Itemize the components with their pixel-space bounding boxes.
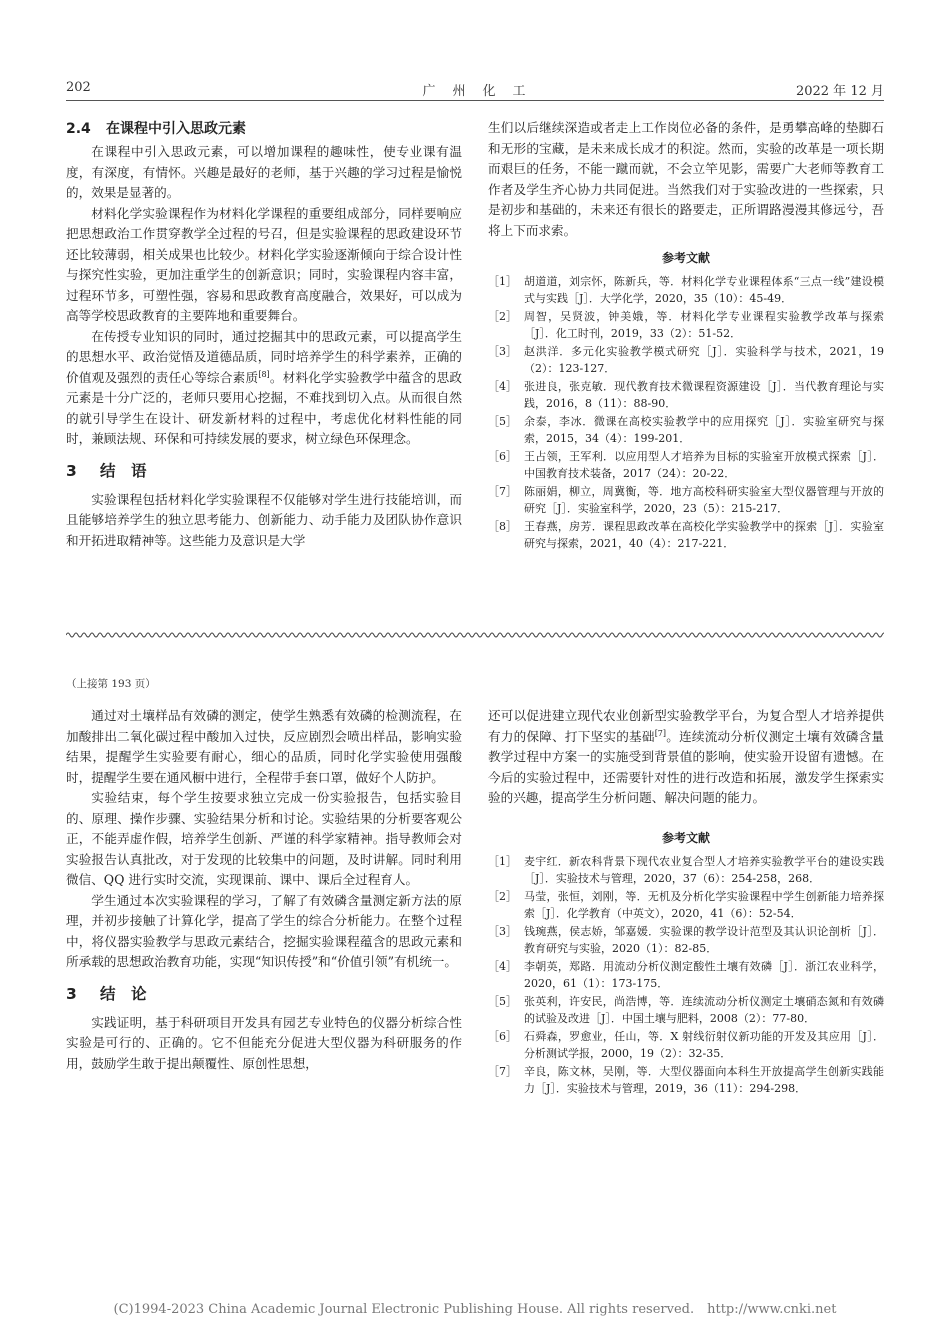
reference-item <box>488 518 884 552</box>
reference-number: ［1］ <box>488 854 517 868</box>
reference-item <box>488 958 884 992</box>
continued-note: （上接第 193 页） <box>66 678 156 690</box>
paragraph-text: 。连续流动分析仪测定土壤有效磷含量教学过程中方案一的实施受到背景值的影响，使实验开设留有遗憾。在今后的实验过程中，还需要针对性的进行改造和拓展，激发学生探索实验的兴趣，提高学生分析问题、解决问题的能力。 <box>488 728 885 805</box>
reference-item <box>488 888 884 922</box>
reference-text: 麦宇红．新农科背景下现代农业复合型人才培养实验教学平台的建设实践［J］．实验技术与管理，2020，37（6）：254-258，268． <box>524 854 884 885</box>
section-number: 3 <box>66 984 77 1003</box>
reference-number: ［3］ <box>488 345 517 358</box>
reference-text: 周智，吴贤波，钟美娥，等．材料化学专业课程实验教学改革与探索［J］．化工时刊，2019，33（2）：51-52． <box>524 310 884 340</box>
reference-text: 石舜森，罗愈业，任山，等．X 射线衍射仪新功能的开发及其应用［J］．分析测试学报，2000，19（2）：32-35． <box>524 1029 884 1060</box>
reference-number: ［1］ <box>488 275 517 288</box>
reference-item <box>488 448 884 482</box>
reference-number: ［5］ <box>488 415 517 428</box>
reference-item <box>488 853 884 887</box>
reference-item <box>488 993 884 1027</box>
section-number: 3 <box>66 461 77 480</box>
reference-number: ［4］ <box>488 959 517 973</box>
subsection-number: 2.4 <box>66 121 91 137</box>
top-right-column <box>488 118 884 553</box>
paragraph: 通过对土壤样品有效磷的测定，使学生熟悉有效磷的检测流程，在加酸排出二氧化碳过程中酸加入过快，反应剧烈会喷出样品，影响实验结果，提醒学生实验要有耐心，细心的品质，同时化学实验使用强酸时，提醒学生要在通风橱中进行，全程带手套口罩，做好个人防护。 <box>66 708 462 785</box>
reference-text: 张进良，张克敏．现代教育技术微课程资源建设［J］．当代教育理论与实践，2016，8（11）：88-90． <box>524 380 884 410</box>
reference-number: ［3］ <box>488 924 517 938</box>
reference-number: ［5］ <box>488 994 517 1008</box>
reference-text: 陈丽娟，柳立，周冀衡，等．地方高校科研实验室大型仪器管理与开放的研究［J］．实验室科学，2020，23（5）：215-217． <box>524 485 884 515</box>
subsection-heading <box>66 118 462 140</box>
reference-number: ［6］ <box>488 450 517 463</box>
reference-text: 王春燕，房芳．课程思政改革在高校化学实验教学中的探索［J］．实验室研究与探索，2021，40（4）：217-221． <box>524 520 884 550</box>
reference-text: 王占领，王军利．以应用型人才培养为目标的实验室开放模式探索［J］．中国教育技术装备，2017（24）：20-22． <box>524 450 884 480</box>
header-rule <box>66 100 884 101</box>
paragraph: 生们以后继续深造或者走上工作岗位必备的条件，是勇攀高峰的垫脚石和无形的宝藏，是未来成长成才的积淀。然而，实验的改革是一项长期而艰巨的任务，不能一蹴而就，不会立竿见影，需要广大老师等教育工作者及学生齐心协力共同促进。当然我们对于实验改进的一些探索，只是初步和基础的，未来还有很长的路要走，正所谓路漫漫其修远兮，吾将上下而求索。 <box>488 120 884 238</box>
paragraph-text: 在传授专业知识的同时，通过挖掘其中的思政元素，可以提高学生的思想水平、政治觉悟及道德品质，同时培养学生的科学素养，正确的价值观及强烈的责任心等综合素质 <box>66 328 462 385</box>
reference-text: 马莹，张恒，刘刚，等．无机及分析化学实验课程中学生创新能力培养探索［J］．化学教育（中英文），2020，41（6）：52-54． <box>524 889 884 920</box>
reference-item <box>488 378 884 412</box>
section-heading <box>66 460 462 482</box>
paragraph: 在课程中引入思政元素，可以增加课程的趣味性，使专业课有温度，有深度，有情怀。兴趣是最好的老师，基于兴趣的学习过程是愉悦的，效果是显著的。 <box>66 144 462 200</box>
reference-number: ［7］ <box>488 1064 517 1078</box>
bottom-right-column <box>488 706 884 1098</box>
reference-item <box>488 923 884 957</box>
reference-text: 余泰，李冰．微课在高校实验教学中的应用探究［J］．实验室研究与探索，2015，34（4）：199-201． <box>524 415 884 445</box>
reference-item <box>488 1028 884 1062</box>
reference-number: ［2］ <box>488 889 517 903</box>
reference-number: ［4］ <box>488 380 517 393</box>
reference-list <box>488 273 884 552</box>
reference-number: ［6］ <box>488 1029 517 1043</box>
reference-number: ［2］ <box>488 310 517 323</box>
journal-name: 广 州 化 工 <box>422 84 528 99</box>
page-number: 202 <box>66 80 91 95</box>
references-heading: 参考文献 <box>661 251 710 265</box>
top-left-column <box>66 118 462 551</box>
section-divider <box>66 628 884 642</box>
paragraph: 材料化学实验课程作为材料化学课程的重要组成部分，同样要响应把思想政治工作贯穿教学全过程的号召，但是实验课程的思政建设环节还比较薄弱，相关成果也比较少。材料化学实验逐渐倾向于综合设计性与探究性实验，更加注重学生的创新意识；同时，实验课程内容丰富，过程环节多，可塑性强，容易和思政教育高度融合，效果好，可以成为高等学校思政教育的主要阵地和重要舞台。 <box>66 205 462 323</box>
reference-text: 赵洪洋．多元化实验教学模式研究［J］．实验科学与技术，2021，19（2）：123-127． <box>524 345 884 375</box>
reference-text: 辛良，陈文林，吴刚，等．大型仪器面向本科生开放提高学生创新实践能力［J］．实验技术与管理，2019，36（11）：294-298． <box>524 1064 884 1095</box>
paragraph: 实践证明，基于科研项目开发具有园艺专业特色的仪器分析综合性实验是可行的、正确的。它不但能充分促进大型仪器为科研服务的作用，鼓励学生敢于提出颠覆性、原创性思想， <box>66 1014 462 1071</box>
citation-marker: [8] <box>258 369 270 379</box>
reference-text: 胡道道，刘宗怀，陈新兵，等．材料化学专业课程体系“三点一线”建设模式与实践［J］．大学化学，2020，35（10）：45-49． <box>524 275 884 305</box>
reference-item <box>488 308 884 342</box>
reference-text: 张英利，许安民，尚浩博，等．连续流动分析仪测定土壤硝态氮和有效磷的试验及改进［J］．中国土壤与肥料，2008（2）：77-80． <box>524 994 884 1025</box>
section-title: 结 语 <box>100 461 147 480</box>
reference-item <box>488 273 884 307</box>
paragraph-text: 。材料化学实验教学中蕴含的思政元素是十分广泛的，老师只要用心挖掘，不难找到切入点。从而很自然的就引导学生在设计、研发新材料的过程中，考虑优化材料性能的同时，兼顾法规、环保和可持续发展的要求，树立绿色环保理念。 <box>66 369 463 446</box>
bottom-left-column <box>66 706 462 1074</box>
reference-item <box>488 483 884 517</box>
reference-number: ［7］ <box>488 485 517 498</box>
reference-item <box>488 413 884 447</box>
copyright-footer: (C)1994-2023 China Academic Journal Electronic Publishing House. All rights reserved. http://www.cnki.net <box>113 1302 837 1317</box>
reference-item <box>488 1063 884 1097</box>
paragraph: 实验结束，每个学生按要求独立完成一份实验报告，包括实验目的、原理、操作步骤、实验结果分析和讨论。实验结果的分析要客观公正，不能弄虚作假，培养学生创新、严谨的科学家精神。指导教师会对实验报告认真批改，对于发现的比较集中的问题，及时讲解。同时利用微信、QQ 进行实时交流，实现课前、课中、课后全过程育人。 <box>66 790 462 887</box>
citation-marker: [7] <box>654 728 667 738</box>
references-heading: 参考文献 <box>661 830 710 845</box>
paragraph: 实验课程包括材料化学实验课程不仅能够对学生进行技能培训，而且能够培养学生的独立思考能力、创新能力、动手能力及团队协作意识和开拓进取精神等。这些能力及意识是大学 <box>66 491 462 548</box>
subsection-title: 在课程中引入思政元素 <box>106 121 246 137</box>
paragraph: 学生通过本次实验课程的学习，了解了有效磷含量测定新方法的原理，并初步接触了计算化学，提高了学生的综合分析能力。在整个过程中，将仪器实验教学与思政元素结合，挖掘实验课程蕴含的思政元素和所承载的思想政治教育功能，实现“知识传授”和“价值引领”有机统一。 <box>66 892 462 969</box>
reference-list <box>488 853 884 1097</box>
issue-date: 2022 年 12 月 <box>795 84 884 99</box>
paragraph-text: 还可以促进建立现代农业创新型实验教学平台，为复合型人才培养提供有力的保障、打下坚实的基础 <box>488 708 884 744</box>
reference-item <box>488 343 884 377</box>
reference-text: 钱琬燕，侯志娇，邹嘉媛．实验课的教学设计范型及其认识论剖析［J］．教育研究与实验，2020（1）：82-85． <box>524 924 884 955</box>
reference-text: 李朝英，郑路．用流动分析仪测定酸性土壤有效磷［J］．浙江农业科学，2020，61（1）：173-175． <box>524 959 884 990</box>
section-heading <box>66 983 462 1005</box>
reference-number: ［8］ <box>488 520 517 533</box>
paragraph <box>488 706 884 809</box>
paragraph <box>66 327 462 450</box>
section-title: 结 论 <box>100 984 147 1003</box>
